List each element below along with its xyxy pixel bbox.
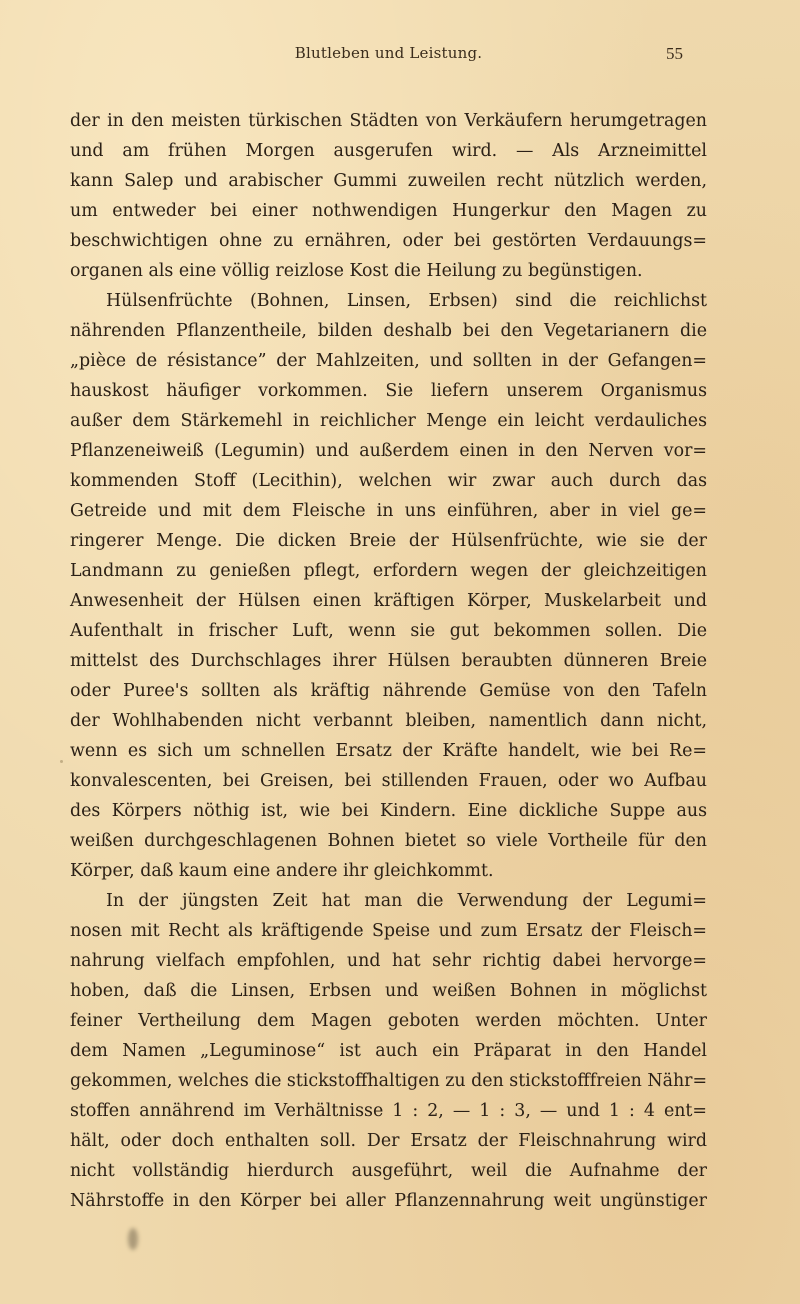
text-line: feiner Vertheilung dem Magen geboten werden möchten. Unter: [70, 1011, 707, 1031]
text-line: kann Salep und arabischer Gummi zuweilen recht nützlich werden,: [70, 171, 707, 191]
text-line: außer dem Stärkemehl in reichlicher Menge ein leicht verdauliches: [70, 411, 707, 431]
body-text: [70, 106, 707, 1216]
text-line: und am frühen Morgen ausgerufen wird. — Als Arzneimittel: [70, 141, 707, 161]
text-line: dem Namen „Leguminose“ ist auch ein Präparat in den Handel: [70, 1041, 707, 1061]
text-line: Anwesenheit der Hülsen einen kräftigen Körper, Muskelarbeit und: [70, 591, 707, 611]
text-line: des Körpers nöthig ist, wie bei Kindern. Eine dickliche Suppe aus: [70, 801, 707, 821]
text-line: oder Puree's sollten als kräftig nährende Gemüse von den Tafeln: [70, 681, 707, 701]
text-line: um entweder bei einer nothwendigen Hungerkur den Magen zu: [70, 201, 707, 221]
paper-speck: [418, 1175, 421, 1178]
text-line: der Wohlhabenden nicht verbannt bleiben, namentlich dann nicht,: [70, 711, 707, 731]
text-line: mittelst des Durchschlages ihrer Hülsen beraubten dünneren Breie: [70, 651, 707, 671]
paragraph-start-line: In der jüngsten Zeit hat man die Verwendung der Legumi=: [106, 891, 707, 911]
text-line: nosen mit Recht als kräftigende Speise und zum Ersatz der Fleisch=: [70, 921, 707, 941]
text-line: gekommen, welches die stickstoffhaltigen zu den stickstofffreien Nähr=: [70, 1071, 708, 1091]
text-line: nicht vollständig hierdurch ausgeführt, weil die Aufnahme der: [70, 1161, 707, 1181]
text-line: beschwichtigen ohne zu ernähren, oder bei gestörten Verdauungs=: [70, 231, 707, 251]
text-line: stoffen annährend im Verhältnisse 1 : 2, — 1 : 3, — und 1 : 4 ent=: [70, 1101, 707, 1121]
text-line: Nährstoffe in den Körper bei aller Pflanzennahrung weit ungünstiger: [70, 1191, 707, 1211]
running-head: [70, 44, 707, 70]
text-line: „pièce de résistance” der Mahlzeiten, und sollten in der Gefangen=: [70, 351, 707, 371]
text-line: wenn es sich um schnellen Ersatz der Kräfte handelt, wie bei Re=: [70, 741, 707, 761]
text-line: hält, oder doch enthalten soll. Der Ersatz der Fleischnahrung wird: [70, 1131, 707, 1151]
text-line: weißen durchgeschlagenen Bohnen bietet so viele Vortheile für den: [70, 831, 707, 851]
paper-speck: [292, 598, 295, 601]
text-line: nährenden Pflanzentheile, bilden deshalb bei den Vegetarianern die: [70, 321, 707, 341]
text-line: der in den meisten türkischen Städten von Verkäufern herumgetragen: [70, 111, 707, 131]
paper-speck: [60, 760, 63, 763]
text-line: Landmann zu genießen pflegt, erfordern wegen der gleichzeitigen: [70, 561, 707, 581]
text-line: hauskost häufiger vorkommen. Sie liefern unserem Organismus: [70, 381, 707, 401]
paper-smudge: [128, 1228, 138, 1250]
text-line: Körper, daß kaum eine andere ihr gleichkommt.: [70, 861, 494, 881]
page-number: 55: [666, 44, 683, 63]
running-title: Blutleben und Leistung.: [294, 44, 483, 62]
paragraph-start-line: Hülsenfrüchte (Bohnen, Linsen, Erbsen) sind die reichlichst: [106, 291, 707, 311]
text-line: konvalescenten, bei Greisen, bei stillenden Frauen, oder wo Aufbau: [70, 771, 707, 791]
text-line: Aufenthalt in frischer Luft, wenn sie gut bekommen sollen. Die: [70, 621, 707, 641]
text-line: Pflanzeneiweiß (Legumin) und außerdem einen in den Nerven vor=: [70, 441, 707, 461]
text-line: nahrung vielfach empfohlen, und hat sehr richtig dabei hervorge=: [70, 951, 707, 971]
text-line: kommenden Stoff (Lecithin), welchen wir zwar auch durch das: [70, 471, 707, 491]
text-line: ringerer Menge. Die dicken Breie der Hülsenfrüchte, wie sie der: [70, 531, 707, 551]
text-line: hoben, daß die Linsen, Erbsen und weißen Bohnen in möglichst: [70, 981, 707, 1001]
text-line: organen als eine völlig reizlose Kost die Heilung zu begünstigen.: [70, 261, 643, 281]
text-line: Getreide und mit dem Fleische in uns einführen, aber in viel ge=: [70, 501, 707, 521]
